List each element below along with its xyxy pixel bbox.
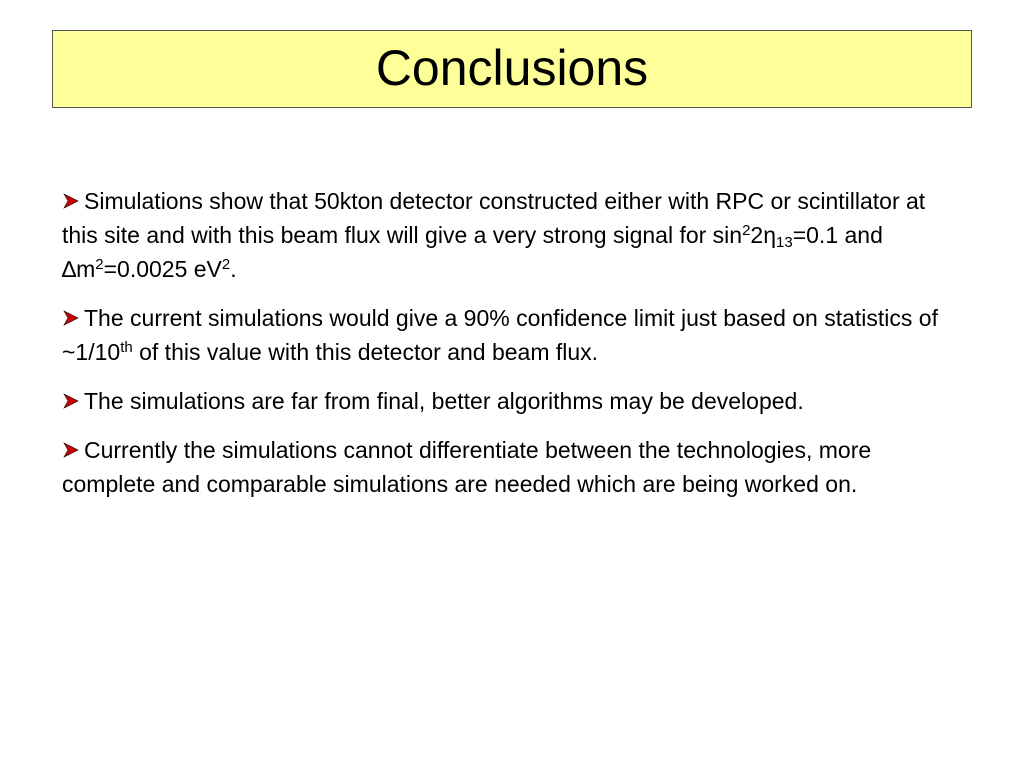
superscript: 2 bbox=[95, 256, 104, 273]
bullet-text: The simulations are far from final, better algorithms may be developed. bbox=[84, 388, 804, 414]
bullet-text: The current simulations would give a 90% confidence limit just based on statistics of ~1/10 bbox=[62, 305, 938, 365]
bullet-text: =0.1 and bbox=[792, 222, 883, 248]
bullet-list bbox=[62, 184, 967, 516]
superscript: 2 bbox=[742, 222, 751, 239]
bullet-text: Currently the simulations cannot differentiate between the technologies, more complete and comparable simulations are needed which are being worked on. bbox=[62, 437, 872, 497]
bullet-item bbox=[62, 301, 967, 369]
superscript: th bbox=[120, 339, 133, 356]
slide-title: Conclusions bbox=[375, 40, 649, 96]
superscript: 2 bbox=[221, 256, 231, 273]
bullet-text: =0.0025 eV bbox=[103, 256, 222, 282]
bullet-item bbox=[62, 384, 967, 418]
title-box bbox=[52, 30, 972, 108]
bullet-item bbox=[62, 433, 967, 501]
arrowhead-bullet-icon bbox=[62, 392, 82, 410]
bullet-text: m bbox=[76, 256, 96, 282]
bullet-text: Simulations show that 50kton detector constructed either with RPC or scintillator at this site and with this beam flux will give a very strong signal for sin bbox=[62, 188, 926, 248]
bullet-item bbox=[62, 184, 967, 286]
arrowhead-bullet-icon bbox=[62, 441, 82, 459]
arrowhead-bullet-icon bbox=[62, 192, 82, 210]
bullet-text: of this value with this detector and beam flux. bbox=[132, 339, 599, 365]
bullet-text: 2 bbox=[750, 222, 764, 248]
subscript: 13 bbox=[776, 234, 793, 251]
arrowhead-bullet-icon bbox=[62, 309, 82, 327]
delta-symbol: ∆ bbox=[62, 256, 77, 282]
bullet-text: . bbox=[230, 256, 237, 282]
greek-symbol: η bbox=[763, 222, 777, 248]
